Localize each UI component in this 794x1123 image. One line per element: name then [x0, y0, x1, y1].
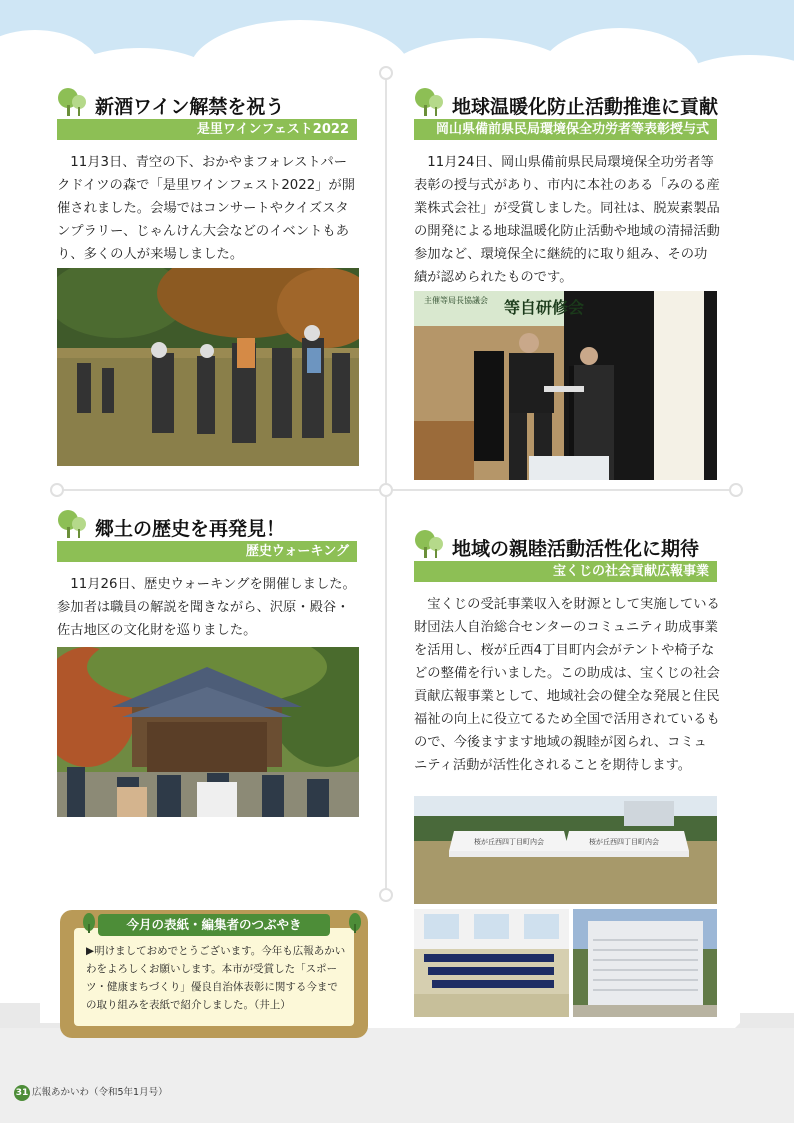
section-subtitle-warming: 岡山県備前県民局環境保全功労者等表彰授与式: [414, 119, 717, 140]
section-body-history: 11月26日、歴史ウォーキングを開催しました。参加者は職員の解説を聞きながら、沢原・殿谷・佐古地区の文化財を巡りました。: [57, 577, 356, 638]
photo-chairs: [414, 909, 569, 1017]
section-title-history: 郷土の歴史を再発見！: [95, 518, 286, 540]
section-title-community: 地域の親睦活動活性化に期待: [452, 538, 700, 560]
banner-stage-title: 等自研修会: [504, 298, 585, 317]
tent-label: 桜が丘西四丁目町内会: [589, 838, 659, 846]
tent-label: 桜が丘西四丁目町内会: [474, 838, 544, 846]
page-number: 31: [14, 1085, 30, 1101]
tree-icon: [414, 529, 444, 559]
row-divider: [56, 489, 736, 491]
photo-tents: [414, 796, 717, 904]
banner-left-text: 主催等局長協議会: [424, 296, 488, 305]
leaf-icon: [78, 912, 100, 934]
section-title-warming: 地球温暖化防止活動推進に貢献: [452, 96, 719, 118]
page-footer: [14, 1084, 168, 1101]
editor-memo-box: [60, 910, 368, 1038]
tree-icon: [414, 87, 444, 117]
editor-memo-text: ▶明けましておめでとうございます。今年も広報あかいわをよろしくお願いします。本市が受賞した「スポーツ・健康まちづくり」優良自治体表彰に関する今までの取り組みを表紙で紹介しました。（井上）: [86, 945, 346, 1011]
tree-icon: [57, 509, 87, 539]
divider-dot: [379, 483, 393, 497]
section-title-wine: 新酒ワイン解禁を祝う: [95, 96, 285, 118]
divider-dot: [379, 66, 393, 80]
divider-dot: [729, 483, 743, 497]
editor-memo-panel: [74, 928, 354, 1026]
section-subtitle-community: 宝くじの社会貢献広報事業: [414, 561, 717, 582]
section-body-warming: 11月24日、岡山県備前県民局環境保全功労者等表彰の授与式があり、市内に本社のある「みのる産業株式会社」が受賞しました。同社は、脱炭素製品の開発による地球温暖化防止活動や地域の清掃活動参加など、環境保全に継続的に取り組み、その功績が認められたものです。: [414, 155, 720, 285]
divider-dot: [50, 483, 64, 497]
publication-name: 広報あかいわ（令和5年1月号）: [32, 1087, 168, 1098]
photo-award-ceremony: [414, 291, 717, 480]
section-subtitle-wine: 是里ワインフェスト2022: [57, 119, 357, 140]
photo-wine-festival: [57, 268, 359, 466]
section-subtitle-history: 歴史ウォーキング: [57, 541, 357, 562]
leaf-icon: [344, 912, 366, 934]
photo-storage-shed: [573, 909, 717, 1017]
ground-band: [0, 1028, 794, 1123]
tree-icon: [57, 87, 87, 117]
section-body-community: 宝くじの受託事業収入を財源として実施している財団法人自治総合センターのコミュニティ助成事業を活用し、桜が丘西4丁目町内会がテントや椅子などの整備を行いました。この助成は、宝くじの社会貢献広報事業として、地域社会の健全な発展と住民福祉の向上に役立てるため全国で活用されているもので、今後ますます地域の親睦が図られ、コミュニティ活動が活性化されることを期待します。: [414, 597, 720, 773]
divider-dot: [379, 888, 393, 902]
section-body-wine: 11月3日、青空の下、おかやまフォレストパークドイツの森で「是里ワインフェスト2022」が開催されました。会場ではコンサートやクイズスタンプラリー、じゃんけん大会などのイベントもあり、多くの人が来場しました。: [57, 155, 356, 262]
editor-memo-title: 今月の表紙・編集者のつぶやき: [98, 914, 330, 936]
photo-history-walking: [57, 647, 359, 817]
